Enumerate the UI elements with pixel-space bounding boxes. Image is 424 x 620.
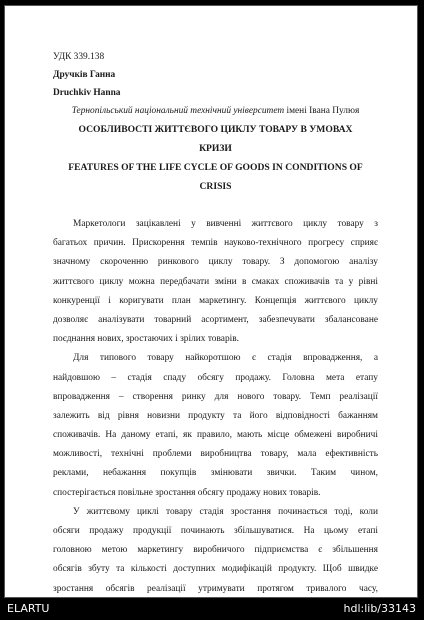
page-content — [53, 48, 378, 598]
author-english: Druchkiv Hanna — [53, 88, 121, 98]
repository-label[interactable]: ELARTU — [7, 602, 50, 615]
paragraph-line: споживачів. На даному етапі, як правило, мають місце обмежені виробничі — [53, 430, 378, 441]
title-ukrainian-line-2: КРИЗИ — [199, 143, 232, 154]
paragraph-line: залежить від рівня новизни продукту та його відповідності бажанням — [53, 410, 378, 421]
paragraph-line: поєднання нових, зростаючих і зрілих товарів. — [53, 334, 240, 345]
document-page — [4, 5, 418, 598]
paragraph-line: можливості, технічні проблеми виробництва товару, мала ефективність — [53, 449, 378, 460]
paragraph-line: Для типового товару найкоротшою є стадія впровадження, а — [73, 353, 378, 364]
paragraph-line: зростання обсягів реалізації утримувати протягом тривалого часу, — [53, 583, 378, 594]
affiliation-university: Тернопільський національний технічний університет — [71, 106, 285, 116]
paragraph-line: конкуренції і коригувати план маркетингу. Концепція життєвого циклу — [53, 295, 378, 306]
paragraph-line: реклами, небажання покупців змінювати звички. Таким чином, — [53, 468, 378, 479]
paragraph-line: головною метою маркетингу виробничого підприємства є збільшення — [53, 545, 378, 556]
title-english-line-1: FEATURES OF THE LIFE CYCLE OF GOODS IN CONDITIONS OF — [68, 162, 363, 173]
paragraph-line: значному скороченню ринкового циклу товару. З допомогою аналізу — [53, 257, 378, 268]
paragraph-line: впровадження – створення ринку для нового товару. Темп реалізації — [53, 391, 378, 402]
paragraph-line: життєвого циклу можна передбачати зміни в смаках споживачів та у рівні — [53, 276, 378, 287]
paragraph-line: обсяги продажу продукції починають збільшуватися. На цьому етапі — [53, 526, 378, 536]
paragraph-line: найдовшою – стадія спаду обсягу продажу. Головна мета етапу — [53, 372, 378, 383]
paragraph-3 — [53, 503, 378, 598]
paragraph-line: Маркетологи зацікавлені у вивченні життєвого циклу товару з — [73, 219, 378, 229]
title-english-line-2: CRISIS — [199, 181, 232, 192]
paragraph-line: обсягів збуту та кількості доступних модифікацій продукту. Щоб швидке — [53, 564, 378, 575]
author-ukrainian: Дручків Ганна — [53, 70, 116, 80]
paragraph-2 — [53, 349, 378, 503]
affiliation — [53, 102, 378, 120]
paragraph-line: багатьох причин. Прискорення темпів науково-технічного прогресу сприяє — [53, 238, 378, 249]
viewer-footer — [0, 598, 424, 620]
udc-code: УДК 339.138 — [53, 52, 105, 62]
paragraph-line: спостерігається повільне зростання обсягу продажу нових товарів. — [53, 487, 321, 498]
handle-identifier[interactable]: hdl:lib/33143 — [343, 602, 416, 615]
paragraph-line: дозволяє аналізувати товарний асортимент, забезпечувати збалансоване — [53, 314, 378, 325]
affiliation-named-after: імені Івана Пулюя — [284, 106, 360, 116]
paragraph-line: У життєвому циклі товару стадія зростання починається тоді, коли — [73, 506, 378, 517]
paragraph-1 — [53, 215, 378, 349]
title-ukrainian-line-1: ОСОБЛИВОСТІ ЖИТТЄВОГО ЦИКЛУ ТОВАРУ В УМОВАХ — [78, 124, 353, 135]
spacer — [53, 196, 378, 215]
